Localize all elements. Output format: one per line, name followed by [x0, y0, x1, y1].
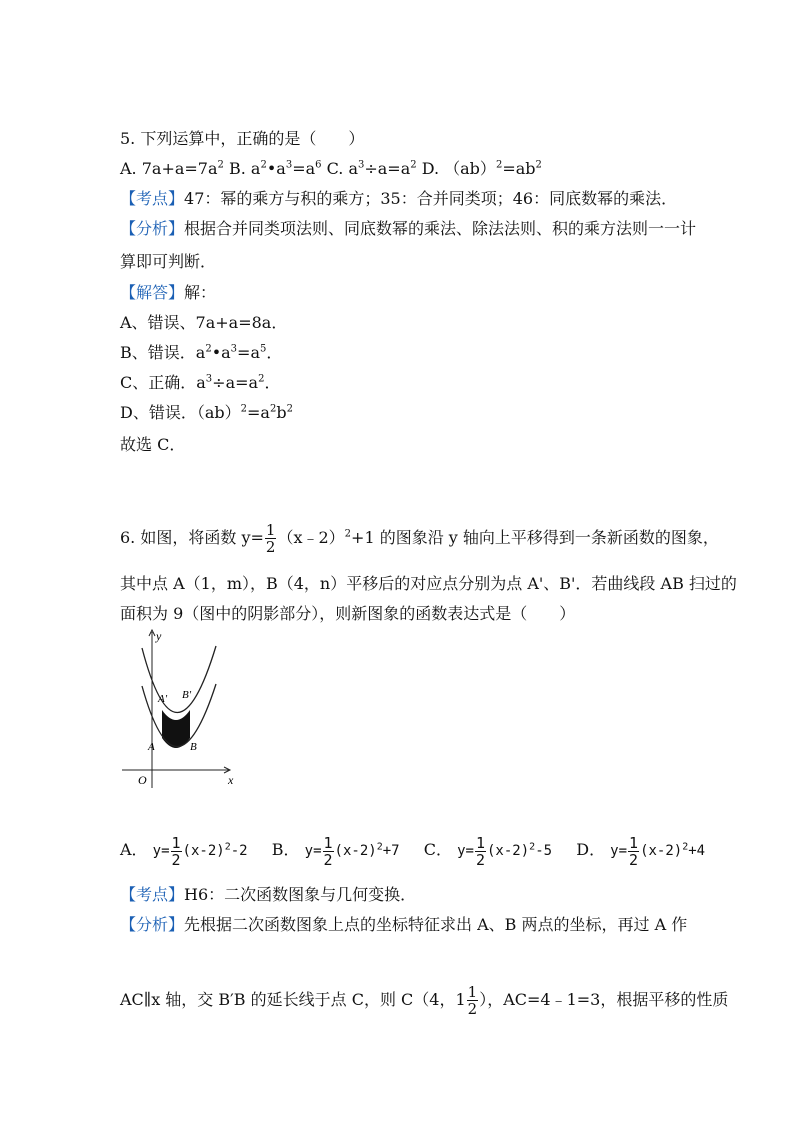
q5-kaodian [120, 188, 677, 210]
point-a-label: A [148, 741, 155, 753]
option-b[interactable]: B． y= $\frac{1}{2}$ $(x-2)^2+7$ [271, 833, 400, 869]
y-axis-label: y [156, 629, 162, 643]
origin-label: O [138, 773, 147, 787]
q6-fenxi-fraction: $\frac{1}{2}$ [467, 983, 478, 1018]
point-b-label: B [190, 741, 197, 753]
q5-fenxi-2: 算即可判断． [120, 252, 217, 271]
q5-stem: 5. 下列运算中，正确的是（ ） [120, 129, 365, 148]
q5-fenxi-1 [120, 218, 696, 240]
jieda-tag: 【解答】 [120, 283, 185, 302]
q6-stem-line1: 6. 如图，将函数 y= $\frac{1}{2}$ （x﹣2）$^2$+1 的图象沿 y 轴向上平移得到一条新函数的图象， [120, 521, 719, 556]
point-b-prime-label: B' [182, 689, 192, 701]
option-d[interactable]: D． y= $\frac{1}{2}$ $(x-2)^2+4$ [576, 833, 706, 869]
q5-sol-c: C、正确．$a^3\div a=a^2$． [120, 373, 281, 392]
q6-stem-line3: 面积为 9（图中的阴影部分），则新图象的函数表达式是（ ） [120, 604, 576, 623]
option-a[interactable]: A． y= $\frac{1}{2}$ $(x-2)^2-2$ [120, 833, 248, 869]
q6-kaodian: 【考点】H6：二次函数图象与几何变换． [120, 885, 417, 904]
option-c[interactable]: C． y= $\frac{1}{2}$ $(x-2)^2-5$ [423, 833, 553, 869]
x-axis-label: x [228, 773, 234, 787]
fenxi-text: 根据合并同类项法则、同底数幂的乘法、除法法则、积的乘方法则一一计 [184, 219, 697, 238]
fenxi-tag: 【分析】 [120, 915, 185, 934]
q6-fenxi-1: 【分析】先根据二次函数图象上点的坐标特征求出 A、B 两点的坐标，再过 A 作 [120, 915, 688, 934]
shaded-region [162, 710, 190, 748]
fenxi-tag: 【分析】 [120, 219, 185, 238]
q6-stem-line2: 其中点 A（1，m），B（4，n）平移后的对应点分别为点 A'、B'．若曲线段 AB 扫过的 [120, 574, 737, 593]
q6-stem-fraction: $\frac{1}{2}$ [265, 521, 276, 556]
kaodian-text: 47：幂的乘方与积的乘方；35：合并同类项；46：同底数幂的乘法． [184, 189, 678, 208]
q5-conclusion: 故选 C． [120, 435, 186, 454]
kaodian-tag: 【考点】 [120, 189, 185, 208]
q5-options: A. $7a+a=7a^2$ B. $a^2•a^3=a^6$ C. $a^3\div a=a^2$ D. $(ab)^2=ab^2$ [120, 159, 542, 178]
q6-options [120, 832, 705, 869]
kaodian-tag: 【考点】 [120, 885, 185, 904]
q5-jieda: 【解答】解： [120, 283, 217, 302]
q6-fenxi-2: AC∥x 轴，交 B′B 的延长线于点 C，则 C（4，1 $\frac{1}{2}$ ），AC=4﹣1=3，根据平移的性质 [120, 983, 729, 1018]
parabola-figure [118, 628, 240, 793]
new-parabola [142, 646, 216, 713]
q5-sol-d: D、错误．$(ab)^2=a^2b^2$ [120, 403, 293, 422]
point-a-prime-label: A' [158, 693, 168, 705]
q5-sol-a: A、错误、7a+a=8a． [120, 313, 288, 332]
q5-sol-b: B、错误．$a^2•a^3=a^5$． [120, 343, 283, 362]
